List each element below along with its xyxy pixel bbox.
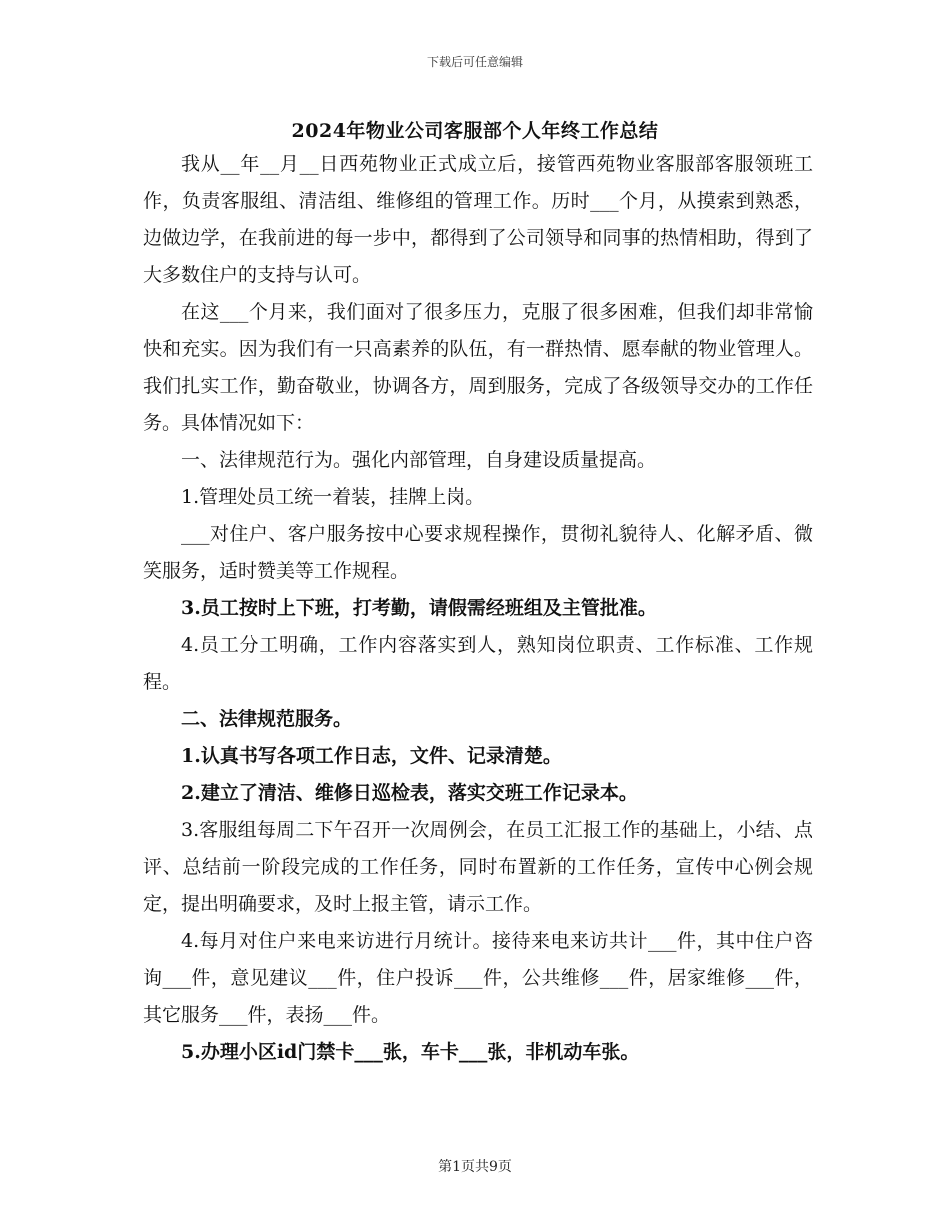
list-item: ___对住户、客户服务按中心要求规程操作，贯彻礼貌待人、化解矛盾、微笑服务，适时赞美等工作规程。: [143, 523, 813, 582]
list-item: 4.每月对住户来电来访进行月统计。接待来电来访共计___件，其中住户咨询___件，意见建议___件，住户投诉___件，公共维修___件，居家维修___件，其它服务___件，表扬___件。: [143, 930, 813, 1026]
paragraph-intro: 我从__年__月__日西苑物业正式成立后，接管西苑物业客服部客服领班工作，负责客服组、清洁组、维修组的管理工作。历时___个月，从摸索到熟悉，边做边学，在我前进的每一步中，都得到了公司领导和同事的热情相助，得到了大多数住户的支持与认可。: [143, 153, 813, 286]
paragraph-overview: 在这___个月来，我们面对了很多压力，克服了很多困难，但我们却非常愉快和充实。因为我们有一只高素养的队伍，有一群热情、愿奉献的物业管理人。我们扎实工作，勤奋敬业，协调各方，周到服务，完成了各级领导交办的工作任务。具体情况如下：: [143, 301, 813, 434]
list-item: 4.员工分工明确，工作内容落实到人，熟知岗位职责、工作标准、工作规程。: [143, 634, 813, 693]
page-number: 第1页共9页: [438, 1159, 512, 1175]
list-item: 1.管理处员工统一着装，挂牌上岗。: [181, 486, 485, 508]
list-item: 3.员工按时上下班，打考勤，请假需经班组及主管批准。: [181, 597, 657, 619]
list-item: 1.认真书写各项工作日志，文件、记录清楚。: [181, 745, 562, 767]
document-title: 2024年物业公司客服部个人年终工作总结: [291, 120, 659, 142]
list-item: 5.办理小区id门禁卡___张，车卡___张，非机动车张。: [181, 1041, 640, 1063]
list-item: 2.建立了清洁、维修日巡检表，落实交班工作记录本。: [181, 782, 638, 804]
page-header-note: 下载后可任意编辑: [426, 55, 523, 69]
section-heading-1: 一、法律规范行为。强化内部管理，自身建设质量提高。: [181, 449, 657, 471]
document-body: [143, 146, 813, 1071]
section-heading-2: 二、法律规范服务。: [181, 708, 353, 730]
list-item: 3.客服组每周二下午召开一次周例会，在员工汇报工作的基础上，小结、点评、总结前一阶段完成的工作任务，同时布置新的工作任务，宣传中心例会规定，提出明确要求，及时上报主管，请示工作。: [143, 819, 813, 915]
